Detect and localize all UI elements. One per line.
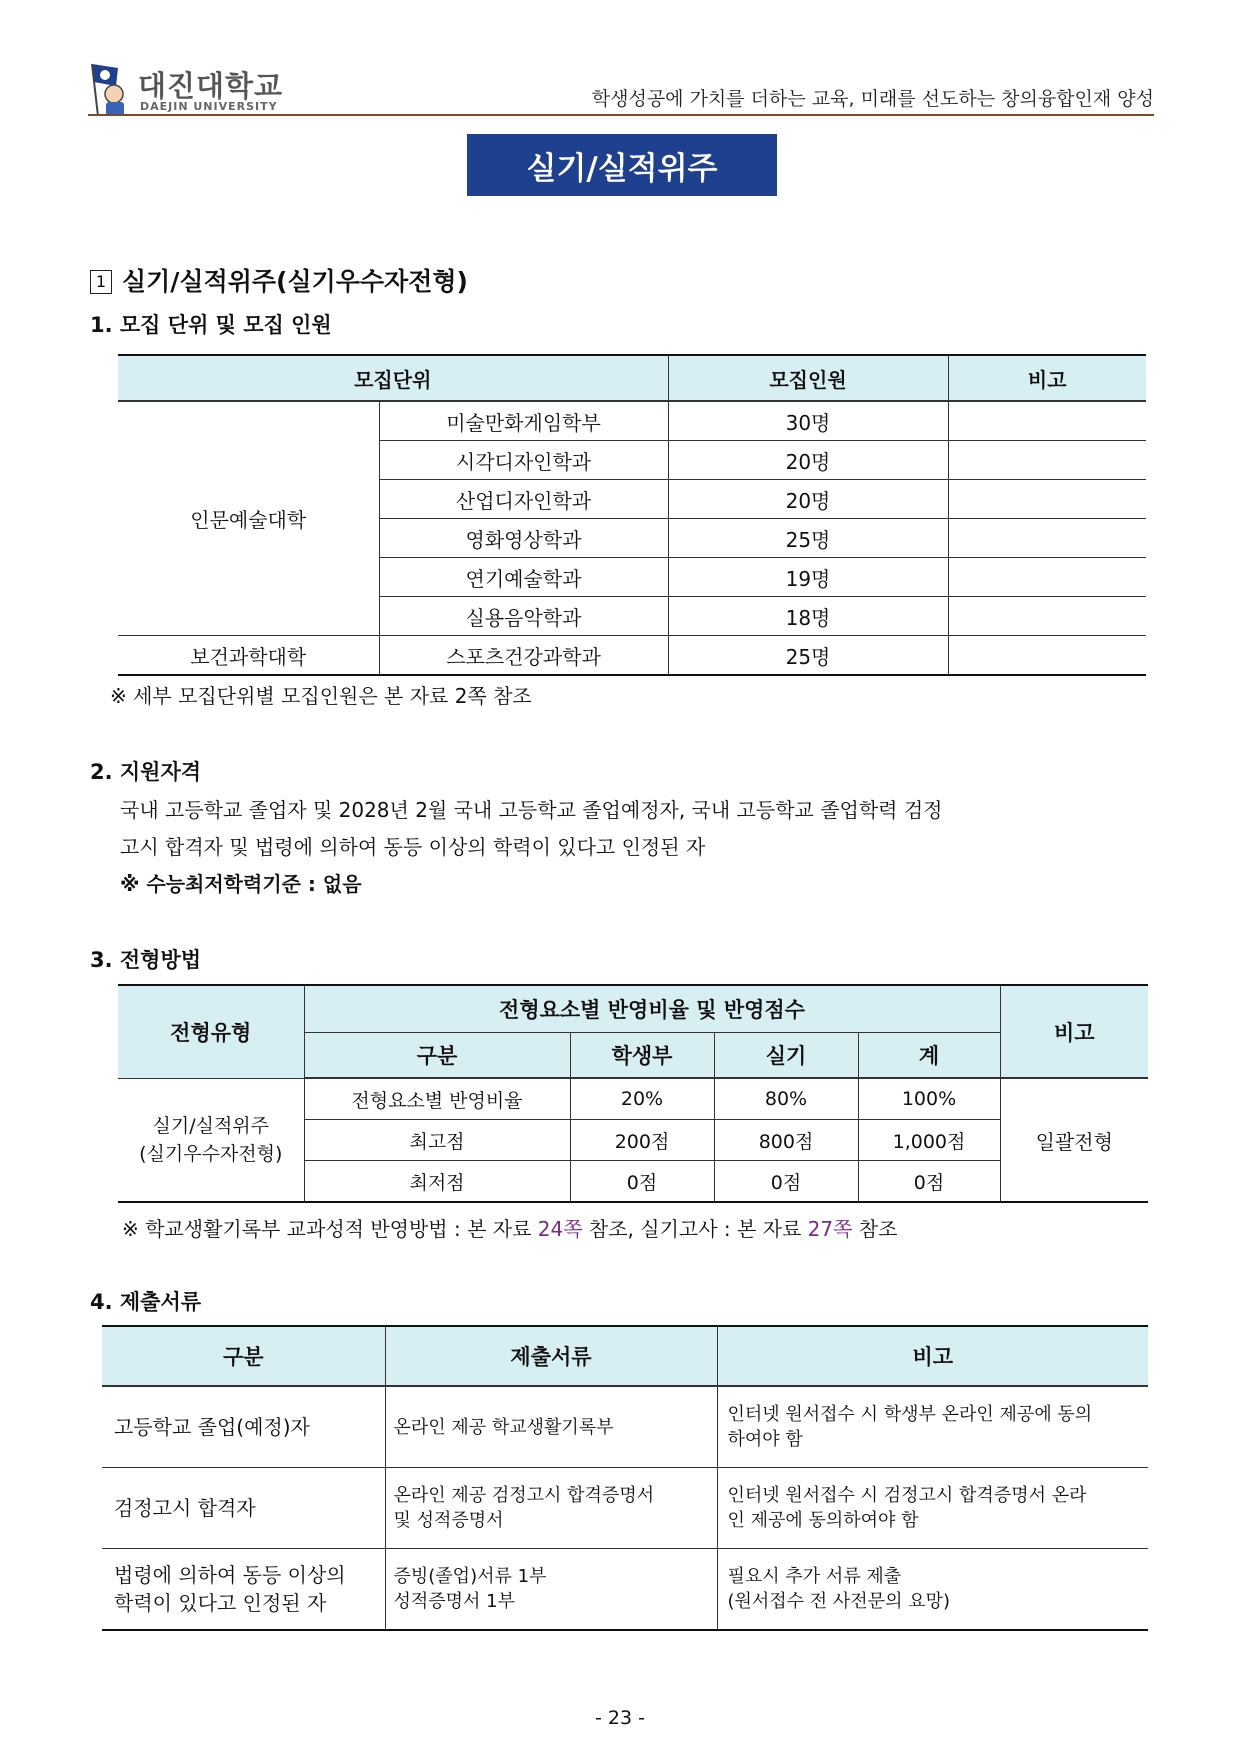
dept-cell: 연기예술학과 — [379, 558, 668, 597]
note-cell — [948, 480, 1146, 519]
total-cell: 100% — [858, 1078, 1000, 1120]
remark-cell: 일괄전형 — [1000, 1078, 1148, 1202]
header-slogan: 학생성공에 가치를 더하는 교육, 미래를 선도하는 창의융합인재 양성 — [591, 88, 1154, 110]
count-cell: 19명 — [668, 558, 948, 597]
practical-cell: 800점 — [714, 1120, 858, 1161]
header-unit: 모집단위 — [118, 355, 668, 401]
count-cell: 20명 — [668, 441, 948, 480]
header-divider — [88, 114, 1154, 116]
header-category: 구분 — [102, 1326, 385, 1386]
header-note: 비고 — [1000, 985, 1148, 1078]
subheader-total: 계 — [858, 1033, 1000, 1079]
count-cell: 20명 — [668, 480, 948, 519]
label-cell: 최고점 — [304, 1120, 570, 1161]
eligibility-line1: 국내 고등학교 졸업자 및 2028년 2월 국내 고등학교 졸업예정자, 국내 고등학교 졸업학력 검정 — [120, 798, 943, 822]
header-count: 모집인원 — [668, 355, 948, 401]
part2-heading: 2. 지원자격 — [90, 760, 202, 784]
table-header-row — [102, 1326, 1148, 1386]
type-line1: 실기/실적위주 — [152, 1114, 270, 1137]
note-cell — [948, 597, 1146, 636]
subheader-category: 구분 — [304, 1033, 570, 1079]
college-cell: 보건과학대학 — [118, 636, 379, 676]
table-row — [102, 1468, 1148, 1549]
count-cell: 25명 — [668, 519, 948, 558]
total-cell: 0점 — [858, 1161, 1000, 1203]
dept-cell: 미술만화게임학부 — [379, 401, 668, 441]
header-type: 전형유형 — [118, 985, 304, 1078]
count-cell: 25명 — [668, 636, 948, 676]
table-header-row — [118, 355, 1146, 401]
header-note: 비고 — [948, 355, 1146, 401]
college-cell: 인문예술대학 — [118, 401, 379, 636]
note-cell — [948, 519, 1146, 558]
documents-cell: 증빙(졸업)서류 1부 성적증명서 1부 — [385, 1549, 717, 1631]
table-row — [118, 1078, 1148, 1120]
part1-heading: 1. 모집 단위 및 모집 인원 — [90, 313, 332, 337]
header-documents: 제출서류 — [385, 1326, 717, 1386]
record-cell: 0점 — [570, 1161, 714, 1203]
part4-heading: 4. 제출서류 — [90, 1290, 202, 1314]
header-group: 전형요소별 반영비율 및 반영점수 — [304, 985, 1000, 1033]
note-page-ref-1: 24쪽 — [537, 1217, 583, 1241]
table-row — [102, 1386, 1148, 1468]
note-cell: 인터넷 원서접수 시 검정고시 합격증명서 온라 인 제공에 동의하여야 함 — [717, 1468, 1148, 1549]
practical-cell: 0점 — [714, 1161, 858, 1203]
header-note: 비고 — [717, 1326, 1148, 1386]
table-header-row — [118, 985, 1148, 1033]
note-cell — [948, 636, 1146, 676]
practical-cell: 80% — [714, 1078, 858, 1120]
eligibility-note: ※ 수능최저학력기준 : 없음 — [120, 872, 362, 896]
note-cell: 인터넷 원서접수 시 학생부 온라인 제공에 동의 하여야 함 — [717, 1386, 1148, 1468]
note-text-a: ※ 학교생활기록부 교과성적 반영방법 : 본 자료 — [122, 1217, 538, 1241]
total-cell: 1,000점 — [858, 1120, 1000, 1161]
note-page-ref-2: 27쪽 — [807, 1217, 853, 1241]
table-row — [118, 401, 1146, 441]
selection-method-table — [118, 984, 1148, 1203]
category-cell: 고등학교 졸업(예정)자 — [102, 1386, 385, 1468]
dept-cell: 영화영상학과 — [379, 519, 668, 558]
university-logo — [88, 60, 308, 118]
page-title: 실기/실적위주 — [467, 134, 777, 196]
note-cell — [948, 558, 1146, 597]
count-cell: 30명 — [668, 401, 948, 441]
section-title: 실기/실적위주(실기우수자전형) — [122, 267, 468, 296]
documents-cell: 온라인 제공 학교생활기록부 — [385, 1386, 717, 1468]
subheader-practical: 실기 — [714, 1033, 858, 1079]
type-cell — [118, 1078, 304, 1202]
note-cell — [948, 401, 1146, 441]
dept-cell: 시각디자인학과 — [379, 441, 668, 480]
section-number-box: 1 — [90, 270, 112, 294]
note-text-e: 참조 — [852, 1217, 898, 1241]
category-cell: 검정고시 합격자 — [102, 1468, 385, 1549]
record-cell: 20% — [570, 1078, 714, 1120]
documents-cell: 온라인 제공 검정고시 합격증명서 및 성적증명서 — [385, 1468, 717, 1549]
category-cell: 법령에 의하여 동등 이상의 학력이 있다고 인정된 자 — [102, 1549, 385, 1631]
logo-subtext: DAEJIN UNIVERSITY — [140, 100, 278, 113]
dept-cell: 스포츠건강과학과 — [379, 636, 668, 676]
note-cell: 필요시 추가 서류 제출 (원서접수 전 사전문의 요망) — [717, 1549, 1148, 1631]
documents-table — [102, 1325, 1148, 1631]
dept-cell: 실용음악학과 — [379, 597, 668, 636]
subheader-record: 학생부 — [570, 1033, 714, 1079]
logo-text: 대진대학교 — [138, 69, 284, 103]
label-cell: 전형요소별 반영비율 — [304, 1078, 570, 1120]
page-number: - 23 - — [595, 1707, 645, 1729]
count-cell: 18명 — [668, 597, 948, 636]
eligibility-line2: 고시 합격자 및 법령에 의하여 동등 이상의 학력이 있다고 인정된 자 — [120, 835, 706, 859]
type-line2: (실기우수자전형) — [139, 1142, 283, 1165]
label-cell: 최저점 — [304, 1161, 570, 1203]
recruitment-table — [118, 354, 1146, 676]
part1-note: ※ 세부 모집단위별 모집인원은 본 자료 2쪽 참조 — [110, 684, 532, 708]
dept-cell: 산업디자인학과 — [379, 480, 668, 519]
note-text-c: 참조, 실기고사 : 본 자료 — [582, 1217, 808, 1241]
table-row — [118, 636, 1146, 676]
section-heading — [90, 262, 468, 298]
table-row — [102, 1549, 1148, 1631]
note-cell — [948, 441, 1146, 480]
part3-heading: 3. 전형방법 — [90, 948, 202, 972]
mascot-icon — [88, 60, 134, 118]
part3-note — [122, 1213, 897, 1242]
record-cell: 200점 — [570, 1120, 714, 1161]
